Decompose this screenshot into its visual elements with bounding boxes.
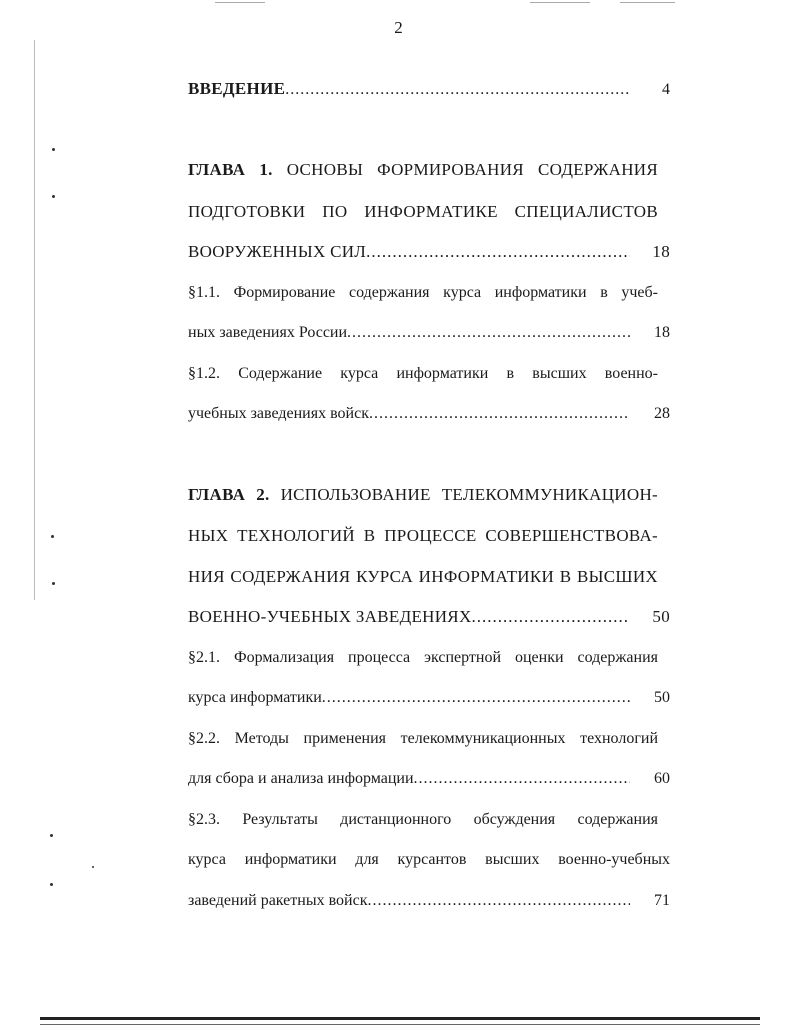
scan-speck: [50, 834, 53, 837]
page-number: 2: [394, 18, 403, 37]
toc-section-1-2: [188, 402, 670, 426]
scan-edge-bottom: [40, 1024, 760, 1025]
toc-section-2-2: [188, 727, 658, 751]
toc-section-2-1: [188, 686, 670, 710]
toc-chapter2-title: [188, 524, 658, 548]
section-2-1-line2: курса информатики: [188, 689, 322, 706]
chapter2-title-line4: ВОЕННО-УЧЕБНЫХ ЗАВЕДЕНИЯХ: [188, 607, 472, 626]
section-2-3-page: 71: [654, 892, 670, 909]
toc-chapter2-title: [188, 605, 670, 629]
leader-dots: [472, 605, 630, 629]
section-1-1-line2: ных заведениях России: [188, 324, 348, 341]
toc-chapter1-title: [188, 158, 658, 182]
chapter2-prefix: ГЛАВА 2.: [188, 485, 270, 504]
leader-dots: [347, 321, 630, 345]
toc-intro-label: ВВЕДЕНИЕ: [188, 79, 286, 98]
toc-section-2-3: [188, 808, 658, 832]
toc-section-1-1: [188, 281, 658, 305]
scan-edge-top: [620, 2, 675, 3]
scan-edge-top: [215, 2, 265, 3]
toc-section-2-3: [188, 889, 670, 913]
chapter2-title-line2: НЫХ ТЕХНОЛОГИЙ В ПРОЦЕССЕ СОВЕРШЕНСТВОВА-: [188, 526, 658, 545]
section-2-2-line2: для сбора и анализа информации: [188, 770, 414, 787]
toc-chapter1-title: [188, 240, 670, 264]
section-2-3-line1: §2.3. Результаты дистанционного обсуждения содержания: [188, 811, 658, 828]
chapter1-prefix: ГЛАВА 1.: [188, 160, 273, 179]
scan-speck: [52, 195, 55, 198]
toc-section-1-1: [188, 321, 670, 345]
scan-edge-left: [34, 40, 35, 600]
toc-section-2-3: [188, 848, 670, 872]
section-2-2-line1: §2.2. Методы применения телекоммуникационных технологий: [188, 730, 658, 747]
section-2-3-line2: курса информатики для курсантов высших военно-учебных: [188, 851, 670, 868]
toc-intro-page: 4: [662, 81, 670, 98]
leader-dots: [414, 767, 630, 791]
toc-chapter2-title: [188, 565, 658, 589]
section-2-3-line3: заведений ракетных войск: [188, 892, 368, 909]
toc-section-1-2: [188, 362, 658, 386]
scan-speck: [52, 582, 55, 585]
toc-chapter1-title: [188, 200, 658, 224]
scan-edge-top: [530, 2, 590, 3]
leader-dots: [369, 402, 630, 426]
scan-speck: [52, 148, 55, 151]
toc-chapter2-title: [188, 483, 658, 507]
scan-speck: [51, 535, 54, 538]
section-1-1-line1: §1.1. Формирование содержания курса информатики в учеб-: [188, 284, 658, 301]
section-2-2-page: 60: [654, 770, 670, 787]
section-1-1-page: 18: [654, 324, 670, 341]
chapter2-title-line1: ИСПОЛЬЗОВАНИЕ ТЕЛЕКОММУНИКАЦИОН-: [280, 485, 658, 504]
scan-speck: [92, 866, 94, 868]
scan-edge-bottom: [40, 1017, 760, 1020]
leader-dots: [366, 240, 630, 264]
leader-dots: [367, 889, 630, 913]
section-1-2-page: 28: [654, 405, 670, 422]
section-2-1-page: 50: [654, 689, 670, 706]
section-1-2-line2: учебных заведениях войск: [188, 405, 369, 422]
section-2-1-line1: §2.1. Формализация процесса экспертной оценки содержания: [188, 649, 658, 666]
leader-dots: [322, 686, 630, 710]
leader-dots: [285, 78, 630, 102]
toc-entry-intro: [188, 77, 670, 101]
toc-section-2-2: [188, 767, 670, 791]
chapter2-title-line3: НИЯ СОДЕРЖАНИЯ КУРСА ИНФОРМАТИКИ В ВЫСШИХ: [188, 567, 658, 586]
chapter1-page: 18: [652, 242, 670, 261]
toc-section-2-1: [188, 646, 658, 670]
chapter1-title-line2: ПОДГОТОВКИ ПО ИНФОРМАТИКЕ СПЕЦИАЛИСТОВ: [188, 202, 658, 221]
chapter1-title-line3: ВООРУЖЕННЫХ СИЛ: [188, 242, 367, 261]
chapter2-page: 50: [652, 607, 670, 626]
chapter1-title-line1: ОСНОВЫ ФОРМИРОВАНИЯ СОДЕРЖАНИЯ: [286, 160, 658, 179]
scan-speck: [50, 883, 53, 886]
section-1-2-line1: §1.2. Содержание курса информатики в высших военно-: [188, 365, 658, 382]
